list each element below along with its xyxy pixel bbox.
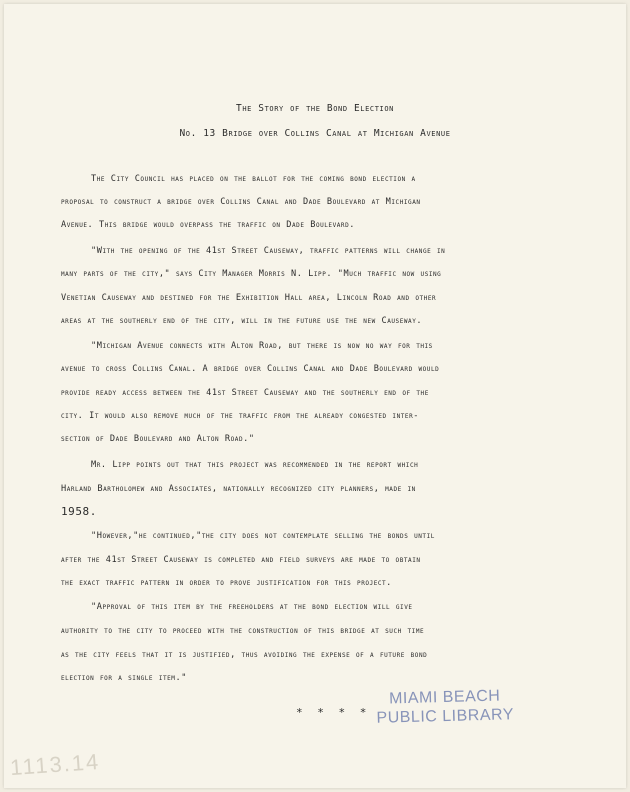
text-line: section of Dade Boulevard and Alton Road.": [61, 434, 255, 444]
text-line: authority to the city to proceed with the construction of this bridge at such time: [61, 626, 425, 636]
text-line: areas at the southerly end of the city, will in the future use the new Causeway.: [61, 316, 423, 326]
text-line: proposal to construct a bridge over Collins Canal and Dade Boulevard at Michigan: [61, 197, 421, 207]
text-line: The City Council has placed on the ballot for the coming bond election a: [91, 174, 416, 184]
text-line: the exact traffic pattern in order to prove justification for this project.: [61, 578, 392, 588]
text-line: after the 41st Street Causeway is completed and field surveys are made to obtain: [61, 555, 421, 565]
text-line: "Michigan Avenue connects with Alton Road, but there is now no way for this: [91, 341, 433, 351]
document-subtitle: No. 13 Bridge over Collins Canal at Michigan Avenue: [179, 128, 451, 139]
text-line: as the city feels that it is justified, thus avoiding the expense of a future bond: [61, 650, 428, 660]
text-line: Venetian Causeway and destined for the Exhibition Hall area, Lincoln Road and other: [61, 293, 437, 303]
text-line: "Approval of this item by the freeholders at the bond election will give: [91, 602, 413, 612]
text-line: city. It would also remove much of the traffic from the already congested inter-: [61, 411, 419, 421]
text-line: many parts of the city," says City Manager Morris N. Lipp. "Much traffic now using: [61, 269, 442, 279]
text-line: Harland Bartholomew and Associates, nationally recognized city planners, made in: [61, 484, 416, 494]
text-line: election for a single item.": [61, 673, 187, 683]
end-mark: * * * *: [296, 706, 371, 719]
stamp-line-1: MIAMI BEACH: [388, 687, 501, 708]
text-line: "With the opening of the 41st Street Causeway, traffic patterns will change in: [91, 246, 446, 256]
pencil-annotation: 1113.14: [9, 748, 101, 781]
stamp-line-2: PUBLIC LIBRARY: [376, 706, 515, 727]
text-line: "However,"he continued,"the city does not contemplate selling the bonds until: [91, 531, 435, 541]
document-title: The Story of the Bond Election: [236, 103, 394, 114]
text-line: Mr. Lipp points out that this project was recommended in the report which: [91, 460, 419, 470]
text-line: provide ready access between the 41st Street Causeway and the southerly end of the: [61, 388, 429, 398]
text-line: avenue to cross Collins Canal. A bridge over Collins Canal and Dade Boulevard would: [61, 364, 440, 374]
text-line: 1958.: [61, 505, 97, 518]
text-line: Avenue. This bridge would overpass the traffic on Dade Boulevard.: [61, 220, 355, 230]
library-stamp: [372, 686, 519, 728]
